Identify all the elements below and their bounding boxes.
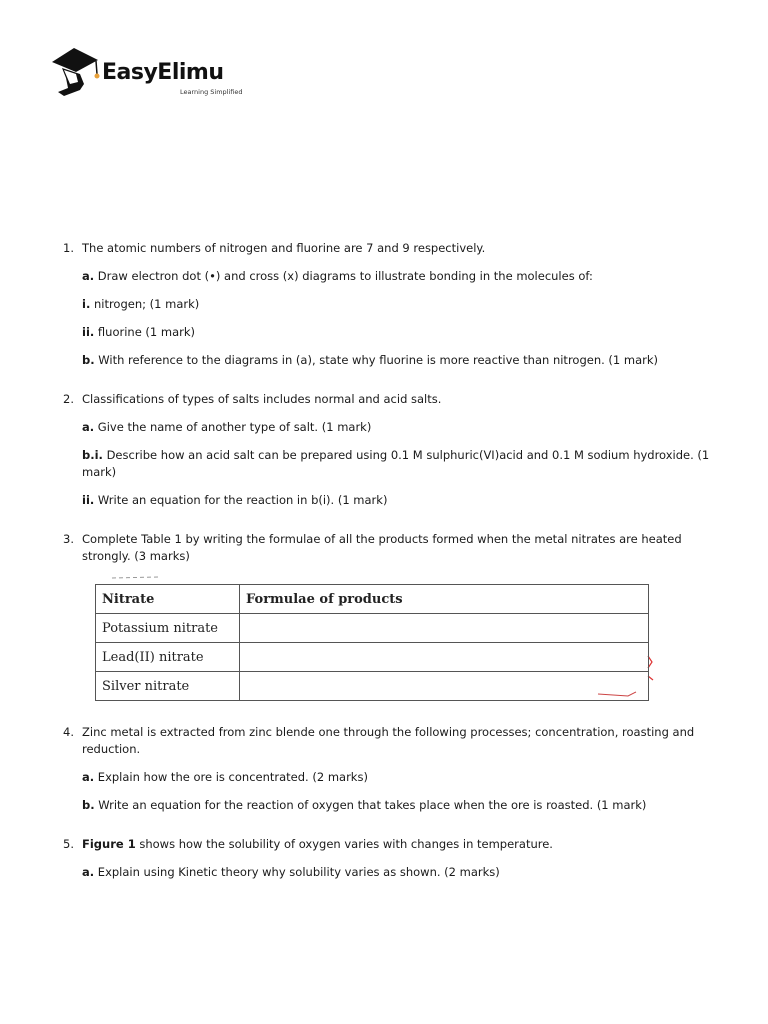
table-cell [240, 672, 649, 701]
table-cell: Lead(II) nitrate [96, 643, 240, 672]
question-number: 1. [63, 241, 74, 255]
table-cell [240, 643, 649, 672]
nitrates-table [95, 584, 649, 701]
table-cell: Potassium nitrate [96, 614, 240, 643]
part-b-i: b.i. Describe how an acid salt can be prepared using 0.1 M sulphuric(VI)acid and 0.1 M sodium hydroxide. (1 mark) [82, 448, 710, 479]
question-stem: Complete Table 1 by writing the formulae of all the products formed when the metal nitrates are heated strongly. (3 marks) [82, 532, 682, 563]
nitrates-table-image [88, 576, 654, 702]
part-b: b. With reference to the diagrams in (a), state why fluorine is more reactive than nitrogen. (1 mark) [82, 353, 659, 367]
part-a: a. Draw electron dot (•) and cross (x) diagrams to illustrate bonding in the molecules of: [82, 269, 593, 283]
part-b: b. Write an equation for the reaction of oxygen that takes place when the ore is roasted. (1 mark) [82, 798, 647, 812]
questions-list [63, 240, 723, 903]
question-5 [63, 836, 723, 881]
graduation-cap-icon [50, 44, 102, 100]
table-row [96, 614, 649, 643]
question-number: 4. [63, 725, 74, 739]
brand-tagline: Learning Simplified [180, 88, 243, 96]
question-3 [63, 531, 723, 702]
part-ii: ii. Write an equation for the reaction in b(i). (1 mark) [82, 493, 388, 507]
question-stem: The atomic numbers of nitrogen and fluorine are 7 and 9 respectively. [82, 241, 486, 255]
part-a: a. Explain how the ore is concentrated. (2 marks) [82, 770, 368, 784]
question-number: 5. [63, 837, 74, 851]
question-number: 3. [63, 532, 74, 546]
question-number: 2. [63, 392, 74, 406]
table-row [96, 672, 649, 701]
question-1 [63, 240, 723, 369]
part-ii: ii. fluorine (1 mark) [82, 325, 196, 339]
question-stem: Zinc metal is extracted from zinc blende one through the following processes; concentration, roasting and reduction. [82, 725, 695, 756]
question-2 [63, 391, 723, 509]
question-4 [63, 724, 723, 814]
table-row [96, 643, 649, 672]
table-header: Nitrate [96, 585, 240, 614]
table-header: Formulae of products [240, 585, 649, 614]
brand-logo [50, 44, 250, 100]
table-header-row [96, 585, 649, 614]
question-stem: Figure 1 shows how the solubility of oxygen varies with changes in temperature. [82, 837, 553, 851]
part-i: i. nitrogen; (1 mark) [82, 297, 200, 311]
table-cell [240, 614, 649, 643]
table-cell: Silver nitrate [96, 672, 240, 701]
part-a: a. Explain using Kinetic theory why solubility varies as shown. (2 marks) [82, 865, 500, 879]
part-a: a. Give the name of another type of salt. (1 mark) [82, 420, 372, 434]
brand-name: EasyElimu [102, 60, 224, 85]
question-stem: Classifications of types of salts includes normal and acid salts. [82, 392, 442, 406]
